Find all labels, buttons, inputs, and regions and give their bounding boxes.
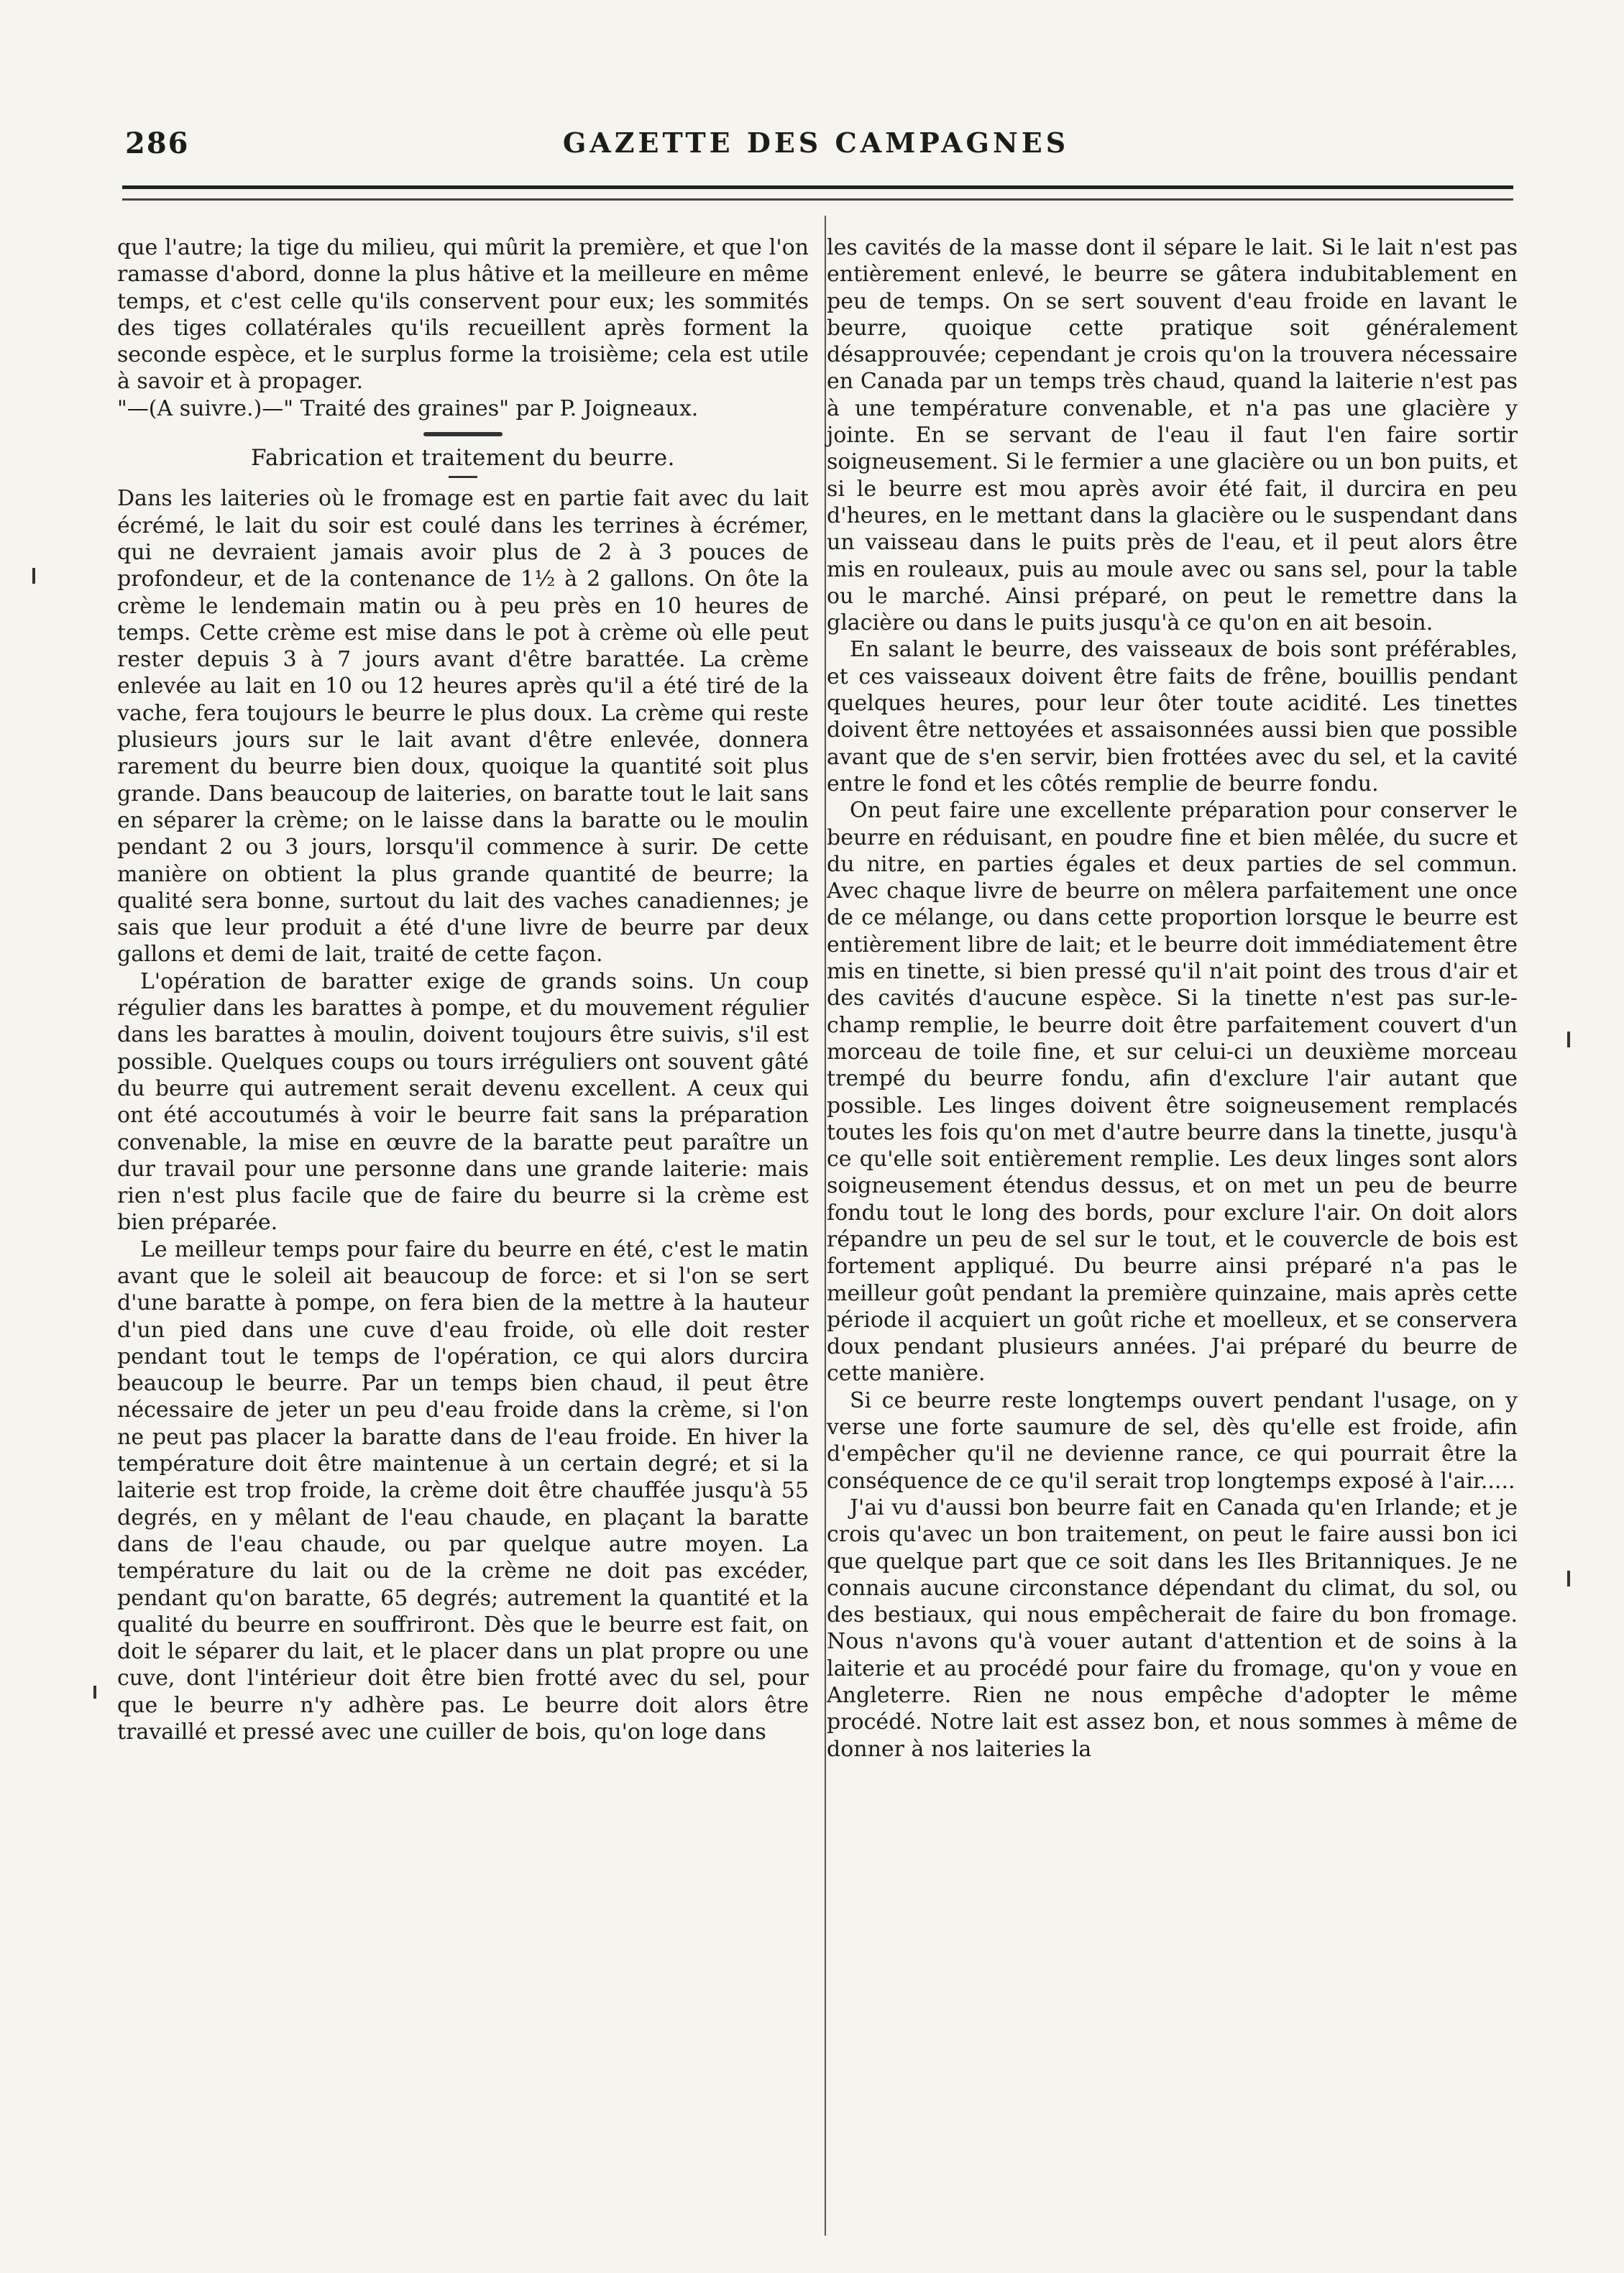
header-rule-thin bbox=[122, 198, 1513, 201]
article-paragraph: Dans les laiteries où le fromage est en partie fait avec du lait écrémé, le lait du soir est coulé dans les terrines à écrémer, qui ne devraient jamais avoir plus de 2 à 3 pouces de profondeur, et de la contenance de 1½ à 2 gallons. On ôte la crème le lendemain matin ou à peu près en 10 heures de temps. Cette crème est mise dans le pot à crème où elle peut rester depuis 3 à 7 jours avant d'être barattée. La crème enlevée au lait en 10 ou 12 heures après qu'il a été tiré de la vache, fera toujours le beurre le plus doux. La crème qui reste plusieurs jours sur le lait avant d'être enlevée, donnera rarement du beurre bien doux, quoique la quantité soit plus grande. Dans beaucoup de laiteries, on baratte tout le lait sans en séparer la crème; on le laisse dans la baratte ou le moulin pendant 2 ou 3 jours, lorsqu'il commence à surir. De cette manière on obtient la plus grande quantité de beurre; la qualité sera bonne, surtout du lait des vaches canadiennes; je sais que leur produit a été d'une livre de beurre par deux gallons et demi de lait, traité de cette façon. bbox=[117, 486, 809, 968]
section-ornament bbox=[423, 432, 503, 436]
article-paragraph: J'ai vu d'aussi bon beurre fait en Canada qu'en Irlande; et je crois qu'avec un bon traitement, on peut le faire aussi bon ici que quelque part que ce soit dans les Iles Britanniques. Je ne connais aucune circonstance dépendant du climat, du sol, ou des bestiaux, qui nous empêcherait de faire du bon fromage. Nous n'avons qu'à vouer autant d'attention et de soins à la laiterie et au procédé pour faire du fromage, qu'on y voue en Angleterre. Rien ne nous empêche d'adopter le même procédé. Notre lait est assez bon, et nous sommes à même de donner à nos laiteries la bbox=[827, 1494, 1518, 1762]
right-column bbox=[827, 234, 1518, 1763]
margin-mark bbox=[93, 1686, 96, 1699]
title-dash bbox=[449, 476, 477, 478]
column-divider bbox=[825, 216, 826, 2236]
article-paragraph: Si ce beurre reste longtemps ouvert pendant l'usage, on y verse une forte saumure de sel, dès qu'elle est froide, afin d'empêcher qu'il ne devienne rance, ce qui pourrait être la conséquence de ce qu'il serait trop longtemps exposé à l'air..... bbox=[827, 1387, 1518, 1494]
header-rule bbox=[122, 185, 1513, 189]
left-column bbox=[117, 234, 809, 1745]
article-paragraph: On peut faire une excellente préparation pour conserver le beurre en réduisant, en poudre fine et bien mêlée, du sucre et du nitre, en parties égales et deux parties de sel commun. Avec chaque livre de beurre on mêlera parfaitement une once de ce mélange, ou dans cette proportion lorsque le beurre est entièrement libre de lait; et le beurre doit immédiatement être mis en tinette, si bien pressé qu'il n'ait point des trous d'air et des cavités d'aucune espèce. Si la tinette n'est pas sur-le-champ remplie, le beurre doit être parfaitement couvert d'un morceau de toile fine, et sur celui-ci un deuxième morceau trempé du beurre fondu, afin d'exclure l'air autant que possible. Les linges doivent être soigneusement remplacés toutes les fois qu'on met d'autre beurre dans la tinette, jusqu'à ce qu'elle soit entièrement remplie. Les deux linges sont alors soigneusement étendus dessus, et on met un peu de beurre fondu tout le long des bords, pour exclure l'air. On doit alors répandre un peu de sel sur le tout, et le couvercle de bois est fortement appliqué. Du beurre ainsi préparé n'a pas le meilleur goût pendant la première quinzaine, mais après cette période il acquiert un goût riche et moelleux, et se conservera doux pendant plusieurs années. J'ai préparé du beurre de cette manière. bbox=[827, 798, 1518, 1387]
continuation-paragraph: que l'autre; la tige du milieu, qui mûrit la première, et que l'on ramasse d'abord, donne la plus hâtive et la meilleure en même temps, et c'est celle qu'ils conservent pour eux; les sommités des tiges collatérales qu'ils recueillent après forment la seconde espèce, et le surplus forme la troisième; cela est utile à savoir et à propager. bbox=[117, 235, 809, 395]
article-paragraph: L'opération de baratter exige de grands soins. Un coup régulier dans les barattes à pompe, et du mouvement régulier dans les barattes à moulin, doivent toujours être suivis, s'il est possible. Quelques coups ou tours irréguliers ont souvent gâté du beurre qui autrement serait devenu excellent. A ceux qui ont été accoutumés à voir le beurre fait sans la préparation convenable, la mise en œuvre de la baratte peut paraître un dur travail pour une personne dans une grande laiterie: mais rien n'est plus facile que de faire du beurre si la crème est bien préparée. bbox=[117, 968, 809, 1236]
article-title: Fabrication et traitement du beurre. bbox=[251, 445, 675, 472]
margin-mark bbox=[1567, 1032, 1570, 1047]
article-paragraph: Le meilleur temps pour faire du beurre en été, c'est le matin avant que le soleil ait beaucoup de force: et si l'on se sert d'une baratte à pompe, on fera bien de la mettre à la hauteur d'un pied dans une cuve d'eau froide, où elle doit rester pendant tout le temps de l'opération, ce qui alors durcira beaucoup le beurre. Par un temps bien chaud, il peut être nécessaire de jeter un peu d'eau froide dans la crème, si l'on ne peut pas placer la baratte dans de l'eau froide. En hiver la température doit être maintenue à un certain degré; et si la laiterie est trop froide, la crème doit être chauffée jusqu'à 55 degrés, en y mêlant de l'eau chaude, en plaçant la baratte dans de l'eau chaude, ou par quelque autre moyen. La température du lait ou de la crème ne doit pas excéder, pendant qu'on baratte, 65 degrés; autrement la quantité et la qualité du beurre en souffriront. Dès que le beurre est fait, on doit le séparer du lait, et le placer dans un plat propre ou une cuve, dont l'intérieur doit être bien frotté avec du sel, pour que le beurre n'y adhère pas. Le beurre doit alors être travaillé et pressé avec une cuiller de bois, qu'on loge dans bbox=[117, 1236, 809, 1745]
margin-mark bbox=[1567, 1571, 1570, 1586]
margin-mark bbox=[32, 568, 35, 584]
attribution: "—(A suivre.)—" Traité des graines" par P. Joigneaux. bbox=[117, 395, 699, 421]
article-paragraph: En salant le beurre, des vaisseaux de bois sont préférables, et ces vaisseaux doivent être faits de frêne, bouillis pendant quelques heures, pour leur ôter toute acidité. Les tinettes doivent être nettoyées et assaisonnées aussi bien que possible avant que de s'en servir, bien frottées avec du sel, et la cavité entre le fond et les côtés remplie de beurre fondu. bbox=[827, 637, 1518, 796]
article-paragraph: les cavités de la masse dont il sépare le lait. Si le lait n'est pas entièrement enlevé, le beurre se gâtera indubitablement en peu de temps. On se sert souvent d'eau froide en lavant le beurre, quoique cette pratique soit généralement désapprouvée; cependant je crois qu'on la trouvera nécessaire en Canada par un temps très chaud, quand la laiterie n'est pas à une température convenable, et n'a pas une glacière y jointe. En se servant de l'eau il faut l'en faire sortir soigneusement. Si le fermier a une glacière ou un bon puits, et si le beurre est mou après avoir été fait, il durcira en peu d'heures, en le mettant dans la glacière ou le suspendant dans un vaisseau dans le puits près de l'eau, et il peut alors être mis en rouleaux, puis au moule avec ou sans sel, pour la table ou le marché. Ainsi préparé, on peut le remettre dans la glacière ou dans le puits jusqu'à ce qu'on en ait besoin. bbox=[827, 235, 1518, 636]
page-number: 286 bbox=[125, 127, 190, 160]
page-header bbox=[122, 127, 1510, 177]
publication-title: GAZETTE DES CAMPAGNES bbox=[562, 127, 1070, 159]
